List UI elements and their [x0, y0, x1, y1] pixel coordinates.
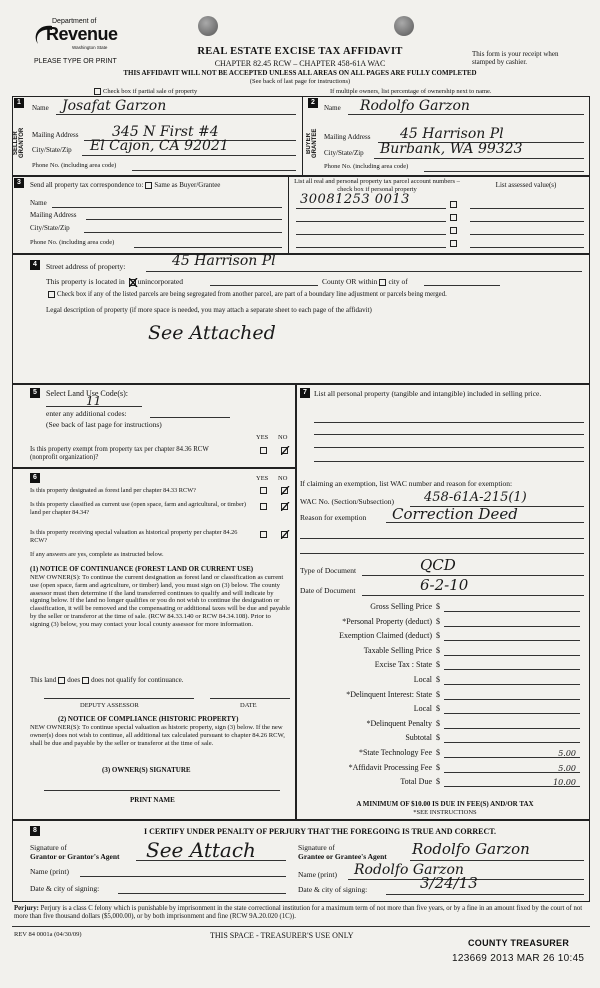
section-1-number: 1: [14, 98, 24, 108]
reason-field[interactable]: Correction Deed: [392, 505, 518, 523]
s6-no-header: NO: [278, 475, 288, 482]
type-or-print: PLEASE TYPE OR PRINT: [34, 58, 117, 65]
land-use-see-back: (See back of last page for instructions): [46, 420, 162, 429]
perjury-statement: Perjury: Perjury is a class C felony which is punishable by imprisonment in the state correctional institution for a maximum term of not more than five years, or by a fine in an amount fixed by the court of not more than five thousand dollars ($5,000.00), or by both imprisonment and fine (RCW 9A.20.020 (1C)).: [14, 905, 583, 920]
if-yes-note: If any answers are yes, complete as instructed below.: [30, 551, 164, 558]
grantor-date-label: Date & city of signing:: [30, 884, 100, 893]
fee-label: Exemption Claimed (deduct): [339, 631, 432, 641]
fee-row: [300, 690, 590, 702]
seller-name-field[interactable]: Josafat Garzon: [62, 98, 167, 114]
seller-mail-label: Mailing Address: [32, 131, 79, 139]
seller-name-label: Name: [32, 104, 49, 112]
treasurer-use-label: THIS SPACE - TREASURER'S USE ONLY: [210, 931, 354, 940]
exempt-question: Is this property exempt from property tax per chapter 84.36 RCW (nonprofit organization)?: [30, 446, 209, 461]
checkmark-icon: [281, 530, 290, 539]
fee-row: [300, 704, 590, 716]
section-5-number: 5: [30, 388, 40, 398]
receipt-stamp: 123669 2013 MAR 26 10:45: [452, 953, 585, 964]
checkmark-x-icon: [129, 278, 138, 287]
checkmark-icon: [281, 486, 290, 495]
fee-row: [300, 763, 590, 775]
buyer-name-label: Name: [324, 104, 341, 112]
forest-yes-checkbox[interactable]: [260, 487, 267, 494]
section-4-number: 4: [30, 260, 40, 270]
land-use-code-field[interactable]: 11: [86, 394, 102, 408]
fee-row: [300, 675, 590, 687]
print-name-label: PRINT NAME: [130, 796, 175, 804]
fee-row: [300, 748, 590, 760]
exemption-label: If claiming an exemption, list WAC number and reason for exemption:: [300, 479, 513, 488]
grantee-sig-label: Signature of Grantee or Grantee's Agent: [298, 843, 387, 861]
dollar-sign: $: [436, 660, 440, 670]
seller-grantor-label: SELLER GRANTOR: [13, 127, 25, 159]
form-chapter: CHAPTER 82.45 RCW – CHAPTER 458-61A WAC: [214, 59, 386, 68]
fee-label: Taxable Selling Price: [363, 645, 432, 655]
located-in: This property is located in unincorporated: [46, 277, 184, 286]
segregated-note: Check box if any of the listed parcels are being segregated from another parcel, are part of a boundary line adjustment or parcels being merged.: [46, 291, 586, 298]
dollar-sign: $: [436, 718, 440, 728]
s3-city-label: City/State/Zip: [30, 224, 70, 232]
fee-label: Local: [413, 704, 432, 714]
notice-compliance-title: (2) NOTICE OF COMPLIANCE (HISTORIC PROPERTY): [58, 715, 239, 723]
section-3-number: 3: [14, 178, 24, 188]
wac-label: WAC No. (Section/Subsection): [300, 497, 394, 506]
seller-mail-field[interactable]: 345 N First #4: [112, 124, 219, 140]
current-use-no-checkbox[interactable]: [281, 503, 288, 510]
exempt-no-checkbox[interactable]: [281, 447, 288, 454]
punch-hole: [198, 16, 218, 36]
deputy-assessor-label: DEPUTY ASSESSOR: [80, 702, 139, 709]
grantee-name-label: Name (print): [298, 870, 337, 879]
grantee-date-label: Date & city of signing:: [298, 885, 368, 894]
fee-row: [300, 719, 590, 731]
fee-row: [300, 646, 590, 658]
fee-row: [300, 733, 590, 745]
notice-compliance-text: NEW OWNER(S): To continue special valuation as historic property, sign (3) below. If the new owner(s) does not wish to continue, all additional tax calculated pursuant to chapter 84.26 RCW, shall be due and payable by the seller or transferor at the time of sale.: [30, 724, 285, 747]
doc-type-field[interactable]: QCD: [420, 556, 456, 574]
grantor-signature[interactable]: See Attach: [146, 838, 256, 862]
legal-description-label: Legal description of property (if more space is needed, you may attach a separate sheet to each page of the affidavit): [46, 306, 372, 314]
section-7-number: 7: [300, 388, 310, 398]
buyer-name-field[interactable]: Rodolfo Garzon: [360, 98, 470, 114]
fee-value-field[interactable]: 5.00: [558, 749, 576, 758]
legal-description-field[interactable]: See Attached: [148, 322, 276, 344]
section-4-box: [12, 254, 590, 384]
same-as-buyer-checkbox[interactable]: [145, 182, 152, 189]
fee-label: *Delinquent Penalty: [366, 718, 432, 728]
s3-name-label: Name: [30, 199, 47, 207]
form-revision: REV 84 0001a (04/30/09): [14, 931, 82, 938]
dollar-sign: $: [436, 748, 440, 757]
see-back-instructions: (See back of last page for instructions): [249, 78, 351, 85]
assessed-header: List assessed value(s): [495, 181, 557, 189]
section-2-number: 2: [308, 98, 318, 108]
s3-phone-label: Phone No. (including area code): [30, 239, 115, 246]
county-treasurer-label: COUNTY TREASURER: [468, 938, 570, 948]
buyer-grantee-label: BUYER GRANTEE: [306, 128, 318, 158]
doc-date-field[interactable]: 6-2-10: [420, 576, 469, 594]
fee-label: Subtotal: [405, 733, 432, 743]
fee-label: *Delinquent Interest: State: [346, 689, 432, 699]
does-checkbox[interactable]: [58, 677, 65, 684]
dollar-sign: $: [436, 689, 440, 699]
buyer-mail-field[interactable]: 45 Harrison Pl: [400, 126, 504, 142]
does-not-checkbox[interactable]: [82, 677, 89, 684]
street-label: Street address of property:: [46, 262, 126, 271]
grantee-date-field[interactable]: 3/24/13: [420, 874, 478, 892]
logo-state: Washington State: [72, 45, 108, 50]
section-8-number: 8: [30, 826, 40, 836]
see-instructions-note: *SEE INSTRUCTIONS: [413, 809, 477, 816]
fee-row: [300, 660, 590, 672]
buyer-mail-label: Mailing Address: [324, 133, 371, 141]
personal-property-label: List all personal property (tangible and intangible) included in selling price.: [314, 389, 542, 398]
personal-property-checkbox[interactable]: [450, 214, 457, 221]
dollar-sign: $: [436, 777, 440, 787]
form-warning: THIS AFFIDAVIT WILL NOT BE ACCEPTED UNLESS ALL AREAS ON ALL PAGES ARE FULLY COMPLETED: [123, 69, 477, 77]
doc-type-label: Type of Document: [300, 566, 357, 575]
parcel-header: List all real and personal property tax parcel account numbers – check box if personal property: [294, 178, 460, 193]
wac-field[interactable]: 458-61A-215(1): [424, 490, 527, 505]
dor-logo: [32, 18, 122, 60]
fee-value-field[interactable]: 5.00: [558, 763, 576, 773]
dollar-sign: $: [436, 616, 440, 626]
segregated-checkbox[interactable]: [48, 291, 55, 298]
fee-label: Total Due: [400, 777, 432, 787]
fee-row: [300, 617, 590, 629]
checkmark-icon: [281, 446, 290, 455]
no-header: NO: [278, 434, 288, 441]
land-qualifies: This land does does not qualify for continuance.: [30, 676, 184, 684]
additional-codes-label: enter any additional codes:: [46, 409, 127, 418]
logo-department: Department of: [52, 18, 97, 25]
reason-label: Reason for exemption: [300, 513, 367, 522]
dollar-sign: $: [436, 704, 440, 714]
unincorporated-checkbox[interactable]: [129, 279, 136, 286]
seller-phone-label: Phone No. (including area code): [32, 162, 117, 169]
certify-statement: I CERTIFY UNDER PENALTY OF PERJURY THAT THE FOREGOING IS TRUE AND CORRECT.: [143, 827, 496, 836]
section-6-number: 6: [30, 473, 40, 483]
checkmark-icon: [281, 502, 290, 511]
owner-signature-label: (3) OWNER(S) SIGNATURE: [102, 766, 191, 774]
land-use-label: Select Land Use Code(s):: [46, 389, 128, 398]
minimum-due-note: A MINIMUM OF $10.00 IS DUE IN FEE(S) AND/OR TAX: [356, 800, 534, 808]
buyer-city-label: City/State/Zip: [324, 149, 364, 157]
city-checkbox[interactable]: [379, 279, 386, 286]
fee-label: Local: [413, 675, 432, 684]
fee-label: *Affidavit Processing Fee: [348, 762, 432, 772]
punch-hole: [394, 16, 414, 36]
personal-property-checkbox[interactable]: [450, 201, 457, 208]
deputy-date-label: DATE: [240, 702, 257, 709]
notice-continuance-title: (1) NOTICE OF CONTINUANCE (FOREST LAND OR CURRENT USE): [30, 565, 254, 573]
grantor-sig-label: Signature of Grantor or Grantor's Agent: [30, 843, 120, 861]
fee-row: [300, 602, 590, 614]
fee-label: *Personal Property (deduct): [342, 616, 432, 626]
dollar-sign: $: [436, 602, 440, 611]
form-title: REAL ESTATE EXCISE TAX AFFIDAVIT: [197, 46, 403, 57]
yes-header: YES: [256, 434, 269, 441]
current-use-yes-checkbox[interactable]: [260, 503, 267, 510]
county-within: County OR within city of: [322, 277, 408, 286]
personal-property-checkbox[interactable]: [450, 227, 457, 234]
multiple-owners-note: If multiple owners, list percentage of ownership next to name.: [330, 88, 492, 95]
logo-revenue: Revenue: [46, 24, 118, 44]
buyer-phone-label: Phone No. (including area code): [324, 163, 409, 170]
historic-question: Is this property receiving special valuation as historical property per chapter 84.26 RCW?: [30, 529, 238, 544]
dollar-sign: $: [436, 645, 440, 655]
dollar-sign: $: [436, 733, 440, 743]
partial-sale-checkbox[interactable]: [94, 88, 101, 95]
parcel-number-field[interactable]: 30081253 0013: [300, 192, 410, 207]
dollar-sign: $: [436, 762, 440, 772]
grantee-signature[interactable]: Rodolfo Garzon: [412, 840, 530, 858]
historic-no-checkbox[interactable]: [281, 531, 288, 538]
fee-label: Excise Tax : State: [374, 660, 432, 670]
s6-yes-header: YES: [256, 475, 269, 482]
buyer-city-field[interactable]: Burbank, WA 99323: [380, 141, 523, 157]
fee-row: [300, 777, 590, 789]
send-correspondence: Send all property tax correspondence to: Same as Buyer/Grantee: [30, 181, 221, 189]
dollar-sign: $: [436, 631, 440, 641]
grantee-name-field[interactable]: Rodolfo Garzon: [354, 862, 464, 878]
forest-no-checkbox[interactable]: [281, 487, 288, 494]
seller-city-field[interactable]: El Cajon, CA 92021: [90, 138, 229, 154]
exempt-yes-checkbox[interactable]: [260, 447, 267, 454]
forest-land-question: Is this property designated as forest land per chapter 84.33 RCW?: [30, 487, 196, 494]
partial-sale: Check box if partial sale of property: [92, 88, 197, 95]
street-address-field[interactable]: 45 Harrison Pl: [172, 253, 276, 269]
receipt-note: This form is your receipt when stamped by cashier.: [472, 50, 559, 66]
s3-mail-label: Mailing Address: [30, 211, 77, 219]
fee-label: Gross Selling Price: [370, 602, 432, 611]
fee-label: *State Technology Fee: [358, 748, 432, 757]
historic-yes-checkbox[interactable]: [260, 531, 267, 538]
personal-property-checkbox[interactable]: [450, 240, 457, 247]
doc-date-label: Date of Document: [300, 586, 356, 595]
seller-city-label: City/State/Zip: [32, 146, 72, 154]
dollar-sign: $: [436, 675, 440, 684]
notice-continuance-text: NEW OWNER(S): To continue the current designation as forest land or classification as current use (open space, farm and agriculture, or timber) land, you must sign on (3) below. The county assessor must then determine if the land transferred continues to qualify and will indicate by signing below. If the land no longer qualifies or you do not wish to continue the designation or classification, it will be removed and the compensating or additional taxes will be due and payable by the seller or transferor at the time of sale. (RCW 84.33.140 or RCW 84.34.108). Prior to signing (3) below, you may contact your local county assessor for more information.: [30, 574, 291, 628]
grantor-name-label: Name (print): [30, 867, 69, 876]
current-use-question: Is this property classified as current use (open space, farm and agricultural, or timber) land per chapter 84.34?: [30, 501, 246, 516]
fee-value-field[interactable]: 10.00: [553, 778, 576, 788]
fee-row: [300, 631, 590, 643]
